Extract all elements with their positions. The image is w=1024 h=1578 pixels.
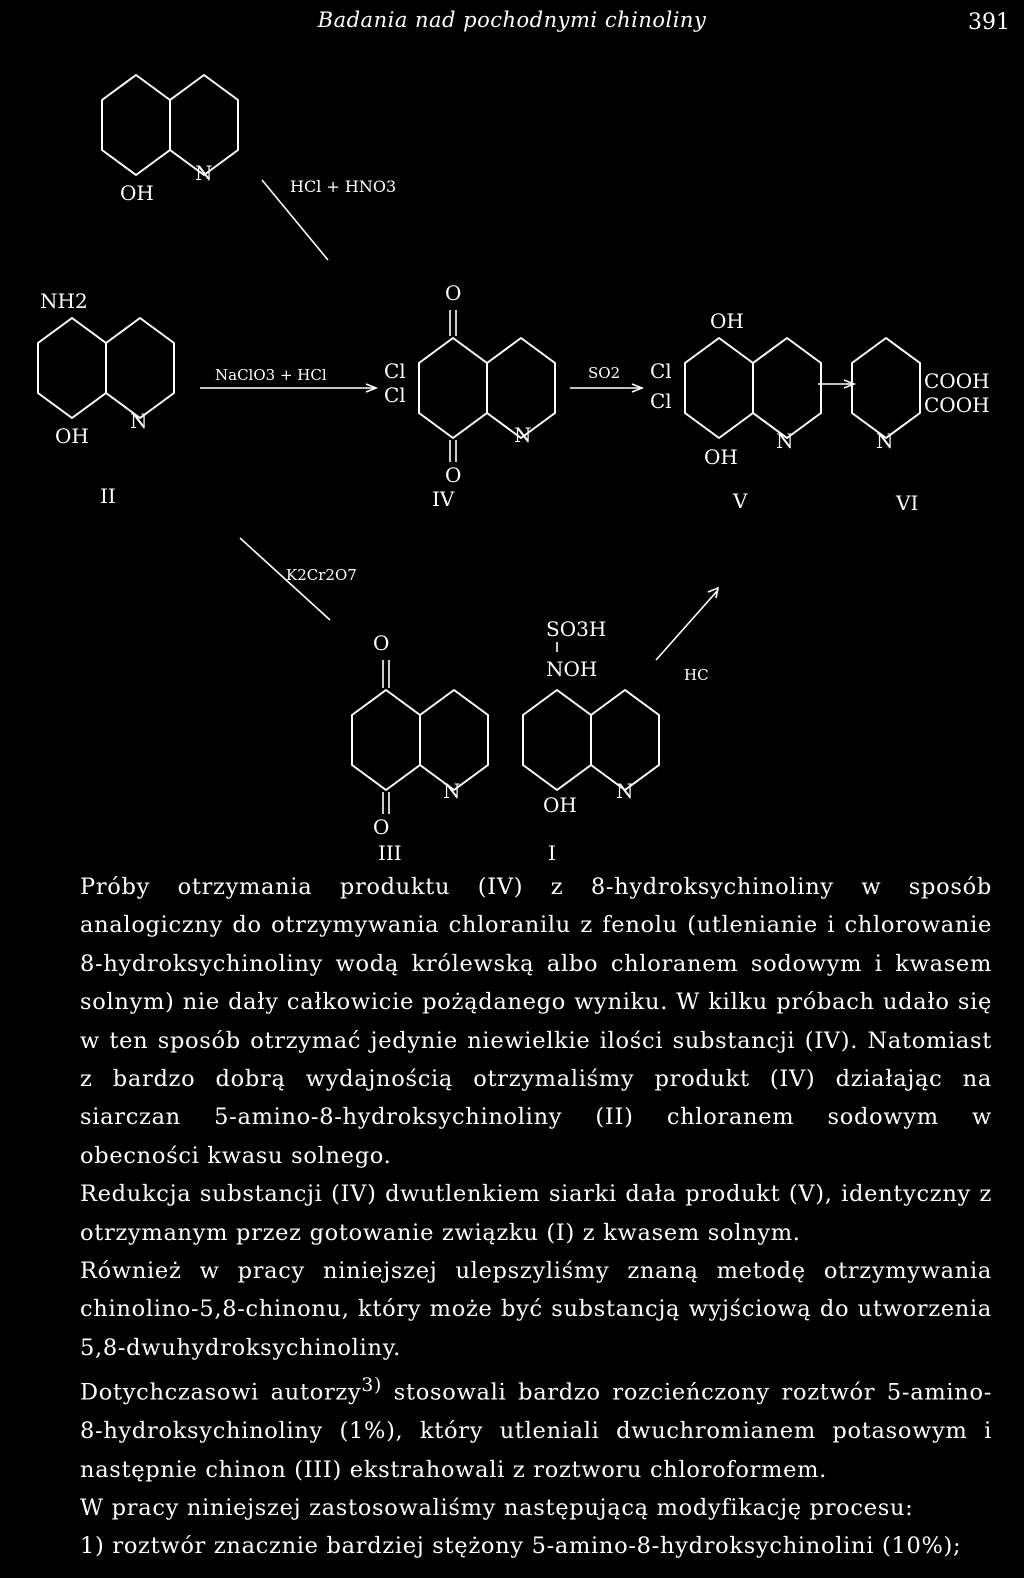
molecule-ii bbox=[38, 289, 174, 508]
atom-o: O bbox=[373, 815, 390, 839]
atom-o: O bbox=[373, 631, 390, 655]
atom-cooh: COOH bbox=[924, 369, 990, 393]
arrow-i-v bbox=[656, 590, 718, 660]
label-iii: III bbox=[378, 841, 402, 860]
reagent-k2cr2o7: K2Cr2O7 bbox=[286, 566, 357, 584]
paragraph-5: W pracy niniejszej zastosowaliśmy następującą modyfikację procesu: bbox=[80, 1495, 914, 1521]
atom-nh2: NH2 bbox=[40, 289, 88, 313]
atom-cooh: COOH bbox=[924, 393, 990, 417]
list-item-1: 1) roztwór znacznie bardziej stężony 5-amino-8-hydroksychinolini (10%); bbox=[80, 1533, 962, 1560]
reagent-hcl: HC bbox=[684, 666, 709, 684]
reaction-scheme bbox=[0, 40, 1024, 860]
atom-n: N bbox=[776, 429, 794, 453]
atom-cl: Cl bbox=[650, 389, 672, 413]
atom-o: O bbox=[445, 463, 462, 487]
footnote-ref: 3) bbox=[361, 1375, 383, 1397]
atom-oh: OH bbox=[55, 424, 89, 448]
paragraph-1: Próby otrzymania produktu (IV) z 8-hydroksychinoliny w sposób analogiczny do otrzymywania chloranilu z fenolu (utlenianie i chlorowanie 8-hydroksychinoliny wodą królewską albo chloranem sodowym i kwasem solnym) nie dały całkowicie pożądanego wyniku. W kilku próbach udało się w ten sposób otrzymać jedynie niewielkie ilości substancji (IV). Natomiast z bardzo dobrą wydajnością otrzymaliśmy produkt (IV) działając na siarczan 5-amino-8-hydroksychinoliny (II) chloranem sodowym w obecności kwasu solnego. bbox=[80, 874, 992, 1169]
atom-n: N bbox=[514, 423, 532, 447]
atom-o: O bbox=[445, 281, 462, 305]
atom-oh: OH bbox=[704, 445, 738, 469]
molecule-vi bbox=[852, 338, 990, 515]
page-number: 391 bbox=[968, 10, 1010, 35]
atom-n: N bbox=[616, 779, 634, 803]
molecule-iii bbox=[352, 631, 488, 860]
atom-cl: Cl bbox=[384, 359, 406, 383]
atom-n: N bbox=[130, 409, 148, 433]
molecule-v bbox=[650, 309, 821, 513]
page-header bbox=[0, 4, 1024, 44]
atom-cl: Cl bbox=[384, 383, 406, 407]
paragraph-2: Redukcja substancji (IV) dwutlenkiem siarki dała produkt (V), identyczny z otrzymanym przez gotowanie związku (I) z kwasem solnym. bbox=[80, 1181, 992, 1246]
label-v: V bbox=[733, 489, 748, 513]
atom-oh: OH bbox=[120, 181, 154, 205]
label-vi: VI bbox=[896, 491, 919, 515]
atom-oh: OH bbox=[710, 309, 744, 333]
paragraph-3: Również w pracy niniejszej ulepszyliśmy znaną metodę otrzymywania chinolino-5,8-chinonu, który może być substancją wyjściową do utworzenia 5,8-dwuhydroksychinoliny. bbox=[80, 1258, 992, 1361]
molecule-iv bbox=[384, 281, 555, 511]
atom-noh: NOH bbox=[546, 657, 598, 681]
running-title: Badania nad pochodnymi chinoliny bbox=[317, 8, 707, 32]
reagent-naclo3: NaClO3 + HCl bbox=[215, 366, 327, 384]
reagent-so2: SO2 bbox=[588, 364, 621, 382]
atom-so3h: SO3H bbox=[546, 617, 607, 641]
molecule-i bbox=[523, 617, 659, 860]
label-ii: II bbox=[100, 484, 116, 508]
reagent-hcl-hno3: HCl + HNO3 bbox=[290, 177, 397, 196]
atom-n: N bbox=[195, 161, 213, 185]
atom-n: N bbox=[443, 779, 461, 803]
paragraph-4: Dotychczasowi autorzy$^{3)}$ stosowali bardzo rozcieńczony roztwór 5-amino-8-hydroksychinoliny (1%), który utleniali dwuchromianem potasowym i następnie chinon (III) ekstrahowali z roztworu chloroformem. bbox=[80, 1375, 993, 1483]
atom-n: N bbox=[876, 429, 894, 453]
body-text bbox=[80, 868, 992, 1566]
molecule-8-hydroxyquinoline bbox=[102, 75, 238, 205]
atom-oh: OH bbox=[543, 793, 577, 817]
label-i: I bbox=[548, 841, 556, 860]
atom-cl: Cl bbox=[650, 359, 672, 383]
label-iv: IV bbox=[432, 487, 455, 511]
